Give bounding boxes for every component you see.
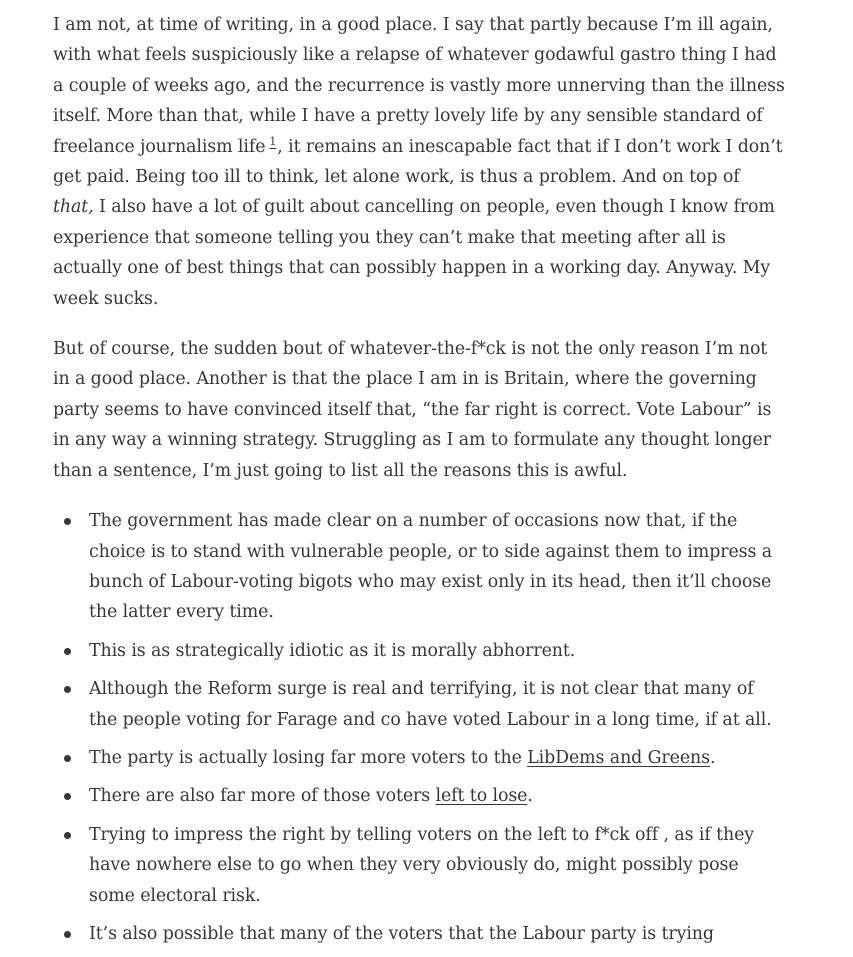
bullet-icon [64, 686, 71, 693]
list-item-text: The party is actually losing far more voters to the [89, 747, 528, 768]
bullet-icon [64, 793, 71, 800]
paragraph-britain: But of course, the sudden bout of whatever-the-f*ck is not the only reason I’m not in a good place. Another is that the place I am in is Britain, where the governing party seems to have convinced itself that, “the far right is correct. Vote Labour” is in any way a winning strategy. Struggling as I am to formulate any thought longer than a sentence, I’m just going to list all the reasons this is awful. [53, 339, 772, 481]
list-item [89, 636, 785, 666]
paragraph-intro [53, 10, 785, 314]
list-item [89, 506, 785, 628]
list-item-text: The government has made clear on a number of occasions now that, if the choice is to stand with vulnerable people, or to side against them to impress a bunch of Labour-voting bigots who may exist only in its head, then it’ll choose the latter every time. [89, 511, 772, 623]
emphasis-text: that, [53, 197, 94, 218]
list-item-text: Trying to impress the right by telling voters on the left to f*ck off , as if they have nowhere else to go when they very obviously do, might possibly pose some electoral risk. [89, 824, 755, 906]
list-item [89, 781, 785, 811]
bullet-icon [64, 518, 71, 525]
list-item-text-end: . [527, 786, 533, 807]
bullet-icon [64, 648, 71, 655]
paragraph-intro-text-cont: , it remains an inescapable fact that if I don’t work I don’t get paid. Being too ill to think, let alone work, is thus a problem. And on top of [53, 136, 783, 188]
bullet-icon [64, 931, 71, 938]
list-item [89, 674, 785, 735]
list-item-text: This is as strategically idiotic as it is morally abhorrent. [89, 640, 576, 661]
left-to-lose-link[interactable]: left to lose [435, 786, 528, 807]
paragraph-intro-text-end: I also have a lot of guilt about cancelling on people, even though I know from experience that someone telling you they can’t make that meeting after all is actually one of best things that can possibly happen in a working day. Anyway. My week sucks. [53, 197, 775, 309]
list-item [89, 743, 785, 773]
footnote-link[interactable]: 1 [269, 134, 277, 148]
bullet-icon [64, 832, 71, 839]
libdems-greens-link[interactable]: LibDems and Greens [527, 747, 710, 768]
article-body [53, 10, 785, 957]
list-item-text: It’s also possible that many of the voters that the Labour party is trying [89, 923, 714, 944]
list-item-text: There are also far more of those voters [89, 786, 436, 807]
list-item-text: Although the Reform surge is real and terrifying, it is not clear that many of the people voting for Farage and co have voted Labour in a long time, if at all. [89, 679, 772, 730]
list-item-text-end: . [709, 747, 716, 768]
paragraph-intro-text: I am not, at time of writing, in a good place. I say that partly because I’m ill again, with what feels suspiciously like a relapse of whatever godawful gastro thing I had a couple of weeks ago, and the recurrence is vastly more unnerving than the illness itself. More than that, while I have a pretty lovely life by any sensible standard of freelance journalism life [53, 15, 785, 157]
bullet-icon [64, 755, 71, 762]
reasons-list [53, 506, 785, 949]
list-item [89, 919, 785, 949]
list-item [89, 820, 785, 911]
